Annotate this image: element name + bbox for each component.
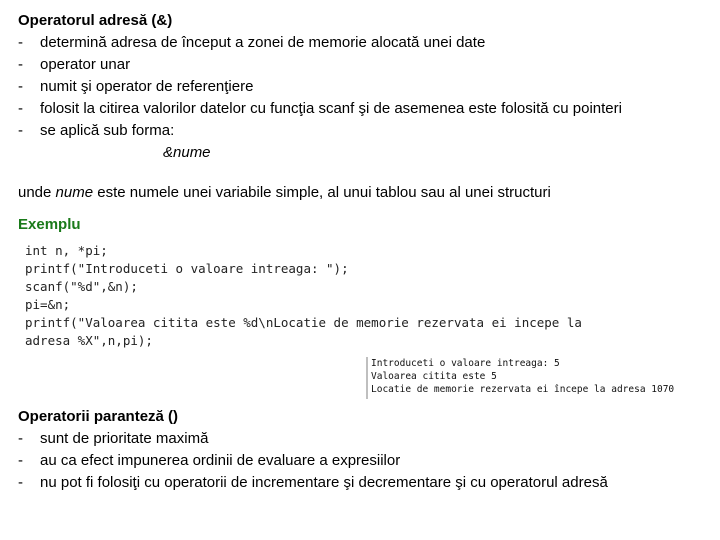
code-line: adresa %X",n,pi); <box>25 333 153 348</box>
bullet-item: - determină adresa de început a zonei de memorie alocată unei date <box>18 34 486 51</box>
console-line: Locatie de memorie rezervata ei începe la adresa 1070 <box>371 384 675 395</box>
bullet-item: - se aplică sub forma: <box>18 122 175 139</box>
bullet-item: - folosit la citirea valorilor datelor cu funcţia scanf şi de asemenea este folosită cu pointeri <box>18 100 622 117</box>
section-title: Operatorul adresă (&) <box>18 12 173 29</box>
code-line: pi=&n; <box>25 297 71 312</box>
code-line: scanf("%d",&n); <box>25 279 138 294</box>
parenthesis-operator-section <box>18 406 608 494</box>
code-line: printf("Introduceti o valoare intreaga: "); <box>25 261 349 276</box>
syntax-form: &nume <box>163 144 211 161</box>
bullet-item: - au ca efect impunerea ordinii de evaluare a expresiilor <box>18 452 401 469</box>
bullet-item: - sunt de prioritate maximă <box>18 430 209 447</box>
section-title: Operatorii paranteză () <box>18 408 179 425</box>
console-line: Introduceti o valoare intreaga: 5 <box>371 358 560 369</box>
console-output <box>366 357 691 399</box>
code-line: printf("Valoarea citita este %d\nLocatie de memorie rezervata ei incepe la <box>25 315 582 330</box>
explanation-text: unde nume este numele unei variabile simple, al unui tablou sau al unei structuri <box>18 184 551 201</box>
console-line: Valoarea citita este 5 <box>371 371 497 382</box>
bullet-item: - operator unar <box>18 56 131 73</box>
bullet-item: - nu pot fi folosiţi cu operatorii de incrementare şi decrementare şi cu operatorul adresă <box>18 474 608 491</box>
bullet-item: - numit şi operator de referenţiere <box>18 78 254 95</box>
address-operator-section <box>18 10 622 164</box>
code-line: int n, *pi; <box>25 243 108 258</box>
code-block <box>25 242 582 350</box>
example-label: Exemplu <box>18 216 81 233</box>
